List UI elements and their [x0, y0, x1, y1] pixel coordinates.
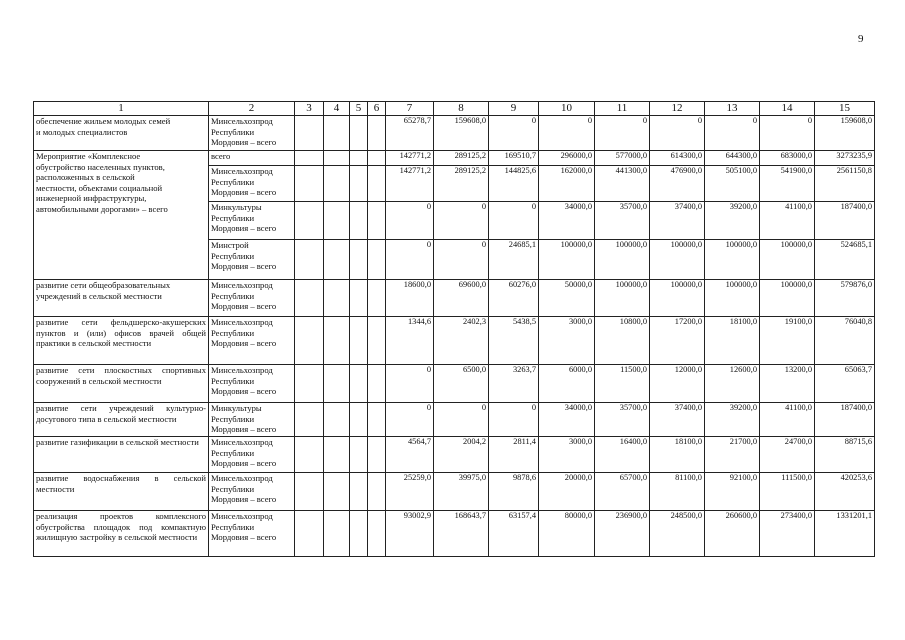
empty-cell — [368, 166, 386, 202]
responsible-executor: Минстрой Республики Мордовия – всего — [209, 240, 295, 280]
value-cell-col-15: 187400,0 — [815, 202, 875, 240]
value-cell-col-9: 60276,0 — [489, 280, 539, 317]
value-cell-col-8: 69600,0 — [434, 280, 489, 317]
responsible-executor: Минсельхозпрод Республики Мордовия – всего — [209, 473, 295, 511]
column-header-14: 14 — [760, 102, 815, 116]
value-cell-col-8: 2004,2 — [434, 437, 489, 473]
value-cell-col-10: 3000,0 — [539, 437, 595, 473]
column-header-2: 2 — [209, 102, 295, 116]
empty-cell — [324, 403, 350, 437]
column-header-13: 13 — [705, 102, 760, 116]
table-row — [34, 151, 875, 166]
value-cell-col-8: 0 — [434, 240, 489, 280]
value-cell-col-15: 2561150,8 — [815, 166, 875, 202]
empty-cell — [324, 202, 350, 240]
empty-cell — [368, 240, 386, 280]
column-header-12: 12 — [650, 102, 705, 116]
value-cell-col-13: 260600,0 — [705, 511, 760, 557]
empty-cell — [350, 403, 368, 437]
empty-cell — [324, 240, 350, 280]
value-cell-col-13: 18100,0 — [705, 317, 760, 365]
value-cell-col-15: 579876,0 — [815, 280, 875, 317]
row-description: развитие сети общеобразовательных учреждений в сельской местности — [34, 280, 209, 317]
empty-cell — [324, 317, 350, 365]
value-cell-col-14: 0 — [760, 116, 815, 151]
value-cell-col-13: 644300,0 — [705, 151, 760, 166]
value-cell-col-8: 39975,0 — [434, 473, 489, 511]
value-cell-col-8: 0 — [434, 403, 489, 437]
value-cell-col-10: 20000,0 — [539, 473, 595, 511]
empty-cell — [368, 202, 386, 240]
value-cell-col-10: 6000,0 — [539, 365, 595, 403]
value-cell-col-12: 18100,0 — [650, 437, 705, 473]
empty-cell — [324, 365, 350, 403]
value-cell-col-9: 0 — [489, 202, 539, 240]
empty-cell — [295, 473, 324, 511]
value-cell-col-12: 0 — [650, 116, 705, 151]
empty-cell — [350, 280, 368, 317]
empty-cell — [324, 151, 350, 166]
empty-cell — [295, 240, 324, 280]
responsible-executor: Минсельхозпрод Республики Мордовия – всего — [209, 166, 295, 202]
value-cell-col-8: 159608,0 — [434, 116, 489, 151]
value-cell-col-7: 0 — [386, 240, 434, 280]
row-description: развитие сети плоскостных спортивных сооружений в сельской местности — [34, 365, 209, 403]
value-cell-col-15: 3273235,9 — [815, 151, 875, 166]
value-cell-col-12: 248500,0 — [650, 511, 705, 557]
header-row — [34, 102, 875, 116]
value-cell-col-14: 683000,0 — [760, 151, 815, 166]
column-header-1: 1 — [34, 102, 209, 116]
value-cell-col-11: 236900,0 — [595, 511, 650, 557]
value-cell-col-15: 187400,0 — [815, 403, 875, 437]
column-header-5: 5 — [350, 102, 368, 116]
value-cell-col-9: 0 — [489, 403, 539, 437]
empty-cell — [350, 151, 368, 166]
value-cell-col-13: 39200,0 — [705, 403, 760, 437]
value-cell-col-11: 10800,0 — [595, 317, 650, 365]
column-header-15: 15 — [815, 102, 875, 116]
value-cell-col-14: 273400,0 — [760, 511, 815, 557]
empty-cell — [350, 437, 368, 473]
empty-cell — [295, 365, 324, 403]
value-cell-col-10: 80000,0 — [539, 511, 595, 557]
value-cell-col-8: 289125,2 — [434, 166, 489, 202]
column-header-3: 3 — [295, 102, 324, 116]
empty-cell — [324, 473, 350, 511]
empty-cell — [324, 511, 350, 557]
table-row — [34, 511, 875, 557]
value-cell-col-15: 420253,6 — [815, 473, 875, 511]
value-cell-col-8: 0 — [434, 202, 489, 240]
value-cell-col-13: 39200,0 — [705, 202, 760, 240]
value-cell-col-11: 441300,0 — [595, 166, 650, 202]
value-cell-col-11: 65700,0 — [595, 473, 650, 511]
value-cell-col-15: 88715,6 — [815, 437, 875, 473]
value-cell-col-12: 100000,0 — [650, 240, 705, 280]
value-cell-col-7: 18600,0 — [386, 280, 434, 317]
empty-cell — [350, 317, 368, 365]
value-cell-col-14: 24700,0 — [760, 437, 815, 473]
value-cell-col-15: 524685,1 — [815, 240, 875, 280]
value-cell-col-13: 100000,0 — [705, 240, 760, 280]
table-row — [34, 473, 875, 511]
empty-cell — [295, 202, 324, 240]
empty-cell — [295, 317, 324, 365]
value-cell-col-10: 50000,0 — [539, 280, 595, 317]
empty-cell — [368, 151, 386, 166]
value-cell-col-14: 111500,0 — [760, 473, 815, 511]
column-header-4: 4 — [324, 102, 350, 116]
empty-cell — [368, 280, 386, 317]
empty-cell — [295, 403, 324, 437]
empty-cell — [368, 116, 386, 151]
value-cell-col-9: 3263,7 — [489, 365, 539, 403]
responsible-executor: всего — [209, 151, 295, 166]
value-cell-col-7: 65278,7 — [386, 116, 434, 151]
responsible-executor: Минкультуры Республики Мордовия – всего — [209, 403, 295, 437]
empty-cell — [350, 473, 368, 511]
value-cell-col-14: 13200,0 — [760, 365, 815, 403]
value-cell-col-11: 35700,0 — [595, 403, 650, 437]
row-description: Мероприятие «Комплексное обустройство населенных пунктов, расположенных в сельской местности, объектами социальной инженерной инфраструктуры, автомобильными дорогами» – всего — [34, 151, 209, 280]
empty-cell — [324, 116, 350, 151]
value-cell-col-12: 37400,0 — [650, 403, 705, 437]
value-cell-col-15: 1331201,1 — [815, 511, 875, 557]
responsible-executor: Минкультуры Республики Мордовия – всего — [209, 202, 295, 240]
empty-cell — [295, 116, 324, 151]
value-cell-col-7: 0 — [386, 403, 434, 437]
value-cell-col-11: 35700,0 — [595, 202, 650, 240]
value-cell-col-13: 100000,0 — [705, 280, 760, 317]
value-cell-col-12: 37400,0 — [650, 202, 705, 240]
empty-cell — [295, 151, 324, 166]
value-cell-col-14: 41100,0 — [760, 202, 815, 240]
table-row — [34, 116, 875, 151]
value-cell-col-9: 0 — [489, 116, 539, 151]
page-number: 9 — [858, 33, 864, 45]
value-cell-col-8: 2402,3 — [434, 317, 489, 365]
value-cell-col-12: 476900,0 — [650, 166, 705, 202]
value-cell-col-7: 25259,0 — [386, 473, 434, 511]
column-header-7: 7 — [386, 102, 434, 116]
value-cell-col-10: 34000,0 — [539, 202, 595, 240]
empty-cell — [295, 166, 324, 202]
row-description: развитие водоснабжения в сельской местности — [34, 473, 209, 511]
row-description: развитие сети учреждений культурно-досугового типа в сельской местности — [34, 403, 209, 437]
value-cell-col-9: 63157,4 — [489, 511, 539, 557]
value-cell-col-13: 21700,0 — [705, 437, 760, 473]
table-row — [34, 280, 875, 317]
responsible-executor: Минсельхозпрод Республики Мордовия – всего — [209, 365, 295, 403]
value-cell-col-15: 65063,7 — [815, 365, 875, 403]
value-cell-col-9: 144825,6 — [489, 166, 539, 202]
value-cell-col-9: 5438,5 — [489, 317, 539, 365]
value-cell-col-11: 577000,0 — [595, 151, 650, 166]
value-cell-col-11: 0 — [595, 116, 650, 151]
value-cell-col-10: 100000,0 — [539, 240, 595, 280]
value-cell-col-11: 100000,0 — [595, 280, 650, 317]
empty-cell — [350, 511, 368, 557]
empty-cell — [324, 437, 350, 473]
value-cell-col-12: 100000,0 — [650, 280, 705, 317]
table-row — [34, 365, 875, 403]
empty-cell — [350, 116, 368, 151]
empty-cell — [295, 511, 324, 557]
value-cell-col-14: 100000,0 — [760, 280, 815, 317]
empty-cell — [295, 437, 324, 473]
value-cell-col-9: 9878,6 — [489, 473, 539, 511]
table-row — [34, 317, 875, 365]
row-description: развитие сети фельдшерско-акушерских пунктов и (или) офисов врачей общей практики в сельской местности — [34, 317, 209, 365]
column-header-9: 9 — [489, 102, 539, 116]
value-cell-col-9: 24685,1 — [489, 240, 539, 280]
responsible-executor: Минсельхозпрод Республики Мордовия – всего — [209, 317, 295, 365]
value-cell-col-9: 2811,4 — [489, 437, 539, 473]
column-header-8: 8 — [434, 102, 489, 116]
value-cell-col-12: 12000,0 — [650, 365, 705, 403]
value-cell-col-7: 0 — [386, 202, 434, 240]
responsible-executor: Минсельхозпрод Республики Мордовия – всего — [209, 437, 295, 473]
empty-cell — [350, 240, 368, 280]
value-cell-col-10: 34000,0 — [539, 403, 595, 437]
value-cell-col-7: 142771,2 — [386, 166, 434, 202]
column-header-11: 11 — [595, 102, 650, 116]
value-cell-col-7: 0 — [386, 365, 434, 403]
value-cell-col-15: 159608,0 — [815, 116, 875, 151]
value-cell-col-8: 6500,0 — [434, 365, 489, 403]
value-cell-col-10: 296000,0 — [539, 151, 595, 166]
table-row — [34, 437, 875, 473]
empty-cell — [350, 365, 368, 403]
value-cell-col-11: 16400,0 — [595, 437, 650, 473]
value-cell-col-11: 11500,0 — [595, 365, 650, 403]
value-cell-col-7: 1344,6 — [386, 317, 434, 365]
value-cell-col-14: 19100,0 — [760, 317, 815, 365]
value-cell-col-14: 541900,0 — [760, 166, 815, 202]
value-cell-col-12: 614300,0 — [650, 151, 705, 166]
value-cell-col-10: 162000,0 — [539, 166, 595, 202]
value-cell-col-11: 100000,0 — [595, 240, 650, 280]
column-header-6: 6 — [368, 102, 386, 116]
value-cell-col-15: 76040,8 — [815, 317, 875, 365]
value-cell-col-12: 17200,0 — [650, 317, 705, 365]
empty-cell — [368, 365, 386, 403]
value-cell-col-13: 505100,0 — [705, 166, 760, 202]
value-cell-col-8: 289125,2 — [434, 151, 489, 166]
responsible-executor: Минсельхозпрод Республики Мордовия – всего — [209, 116, 295, 151]
empty-cell — [368, 437, 386, 473]
value-cell-col-14: 41100,0 — [760, 403, 815, 437]
row-description: реализация проектов комплексного обустройства площадок под компактную жилищную застройку в сельской местности — [34, 511, 209, 557]
budget-table — [33, 101, 875, 557]
empty-cell — [350, 166, 368, 202]
empty-cell — [350, 202, 368, 240]
empty-cell — [324, 280, 350, 317]
value-cell-col-13: 0 — [705, 116, 760, 151]
empty-cell — [295, 280, 324, 317]
row-description: развитие газификации в сельской местности — [34, 437, 209, 473]
value-cell-col-8: 168643,7 — [434, 511, 489, 557]
value-cell-col-14: 100000,0 — [760, 240, 815, 280]
value-cell-col-9: 169510,7 — [489, 151, 539, 166]
responsible-executor: Минсельхозпрод Республики Мордовия – всего — [209, 511, 295, 557]
value-cell-col-7: 93002,9 — [386, 511, 434, 557]
value-cell-col-10: 3000,0 — [539, 317, 595, 365]
empty-cell — [368, 403, 386, 437]
value-cell-col-13: 12600,0 — [705, 365, 760, 403]
column-header-10: 10 — [539, 102, 595, 116]
value-cell-col-7: 142771,2 — [386, 151, 434, 166]
empty-cell — [368, 511, 386, 557]
responsible-executor: Минсельхозпрод Республики Мордовия – всего — [209, 280, 295, 317]
value-cell-col-7: 4564,7 — [386, 437, 434, 473]
value-cell-col-13: 92100,0 — [705, 473, 760, 511]
table-row — [34, 403, 875, 437]
value-cell-col-10: 0 — [539, 116, 595, 151]
empty-cell — [368, 317, 386, 365]
row-description: обеспечение жильем молодых семей и молодых специалистов — [34, 116, 209, 151]
value-cell-col-12: 81100,0 — [650, 473, 705, 511]
empty-cell — [368, 473, 386, 511]
empty-cell — [324, 166, 350, 202]
